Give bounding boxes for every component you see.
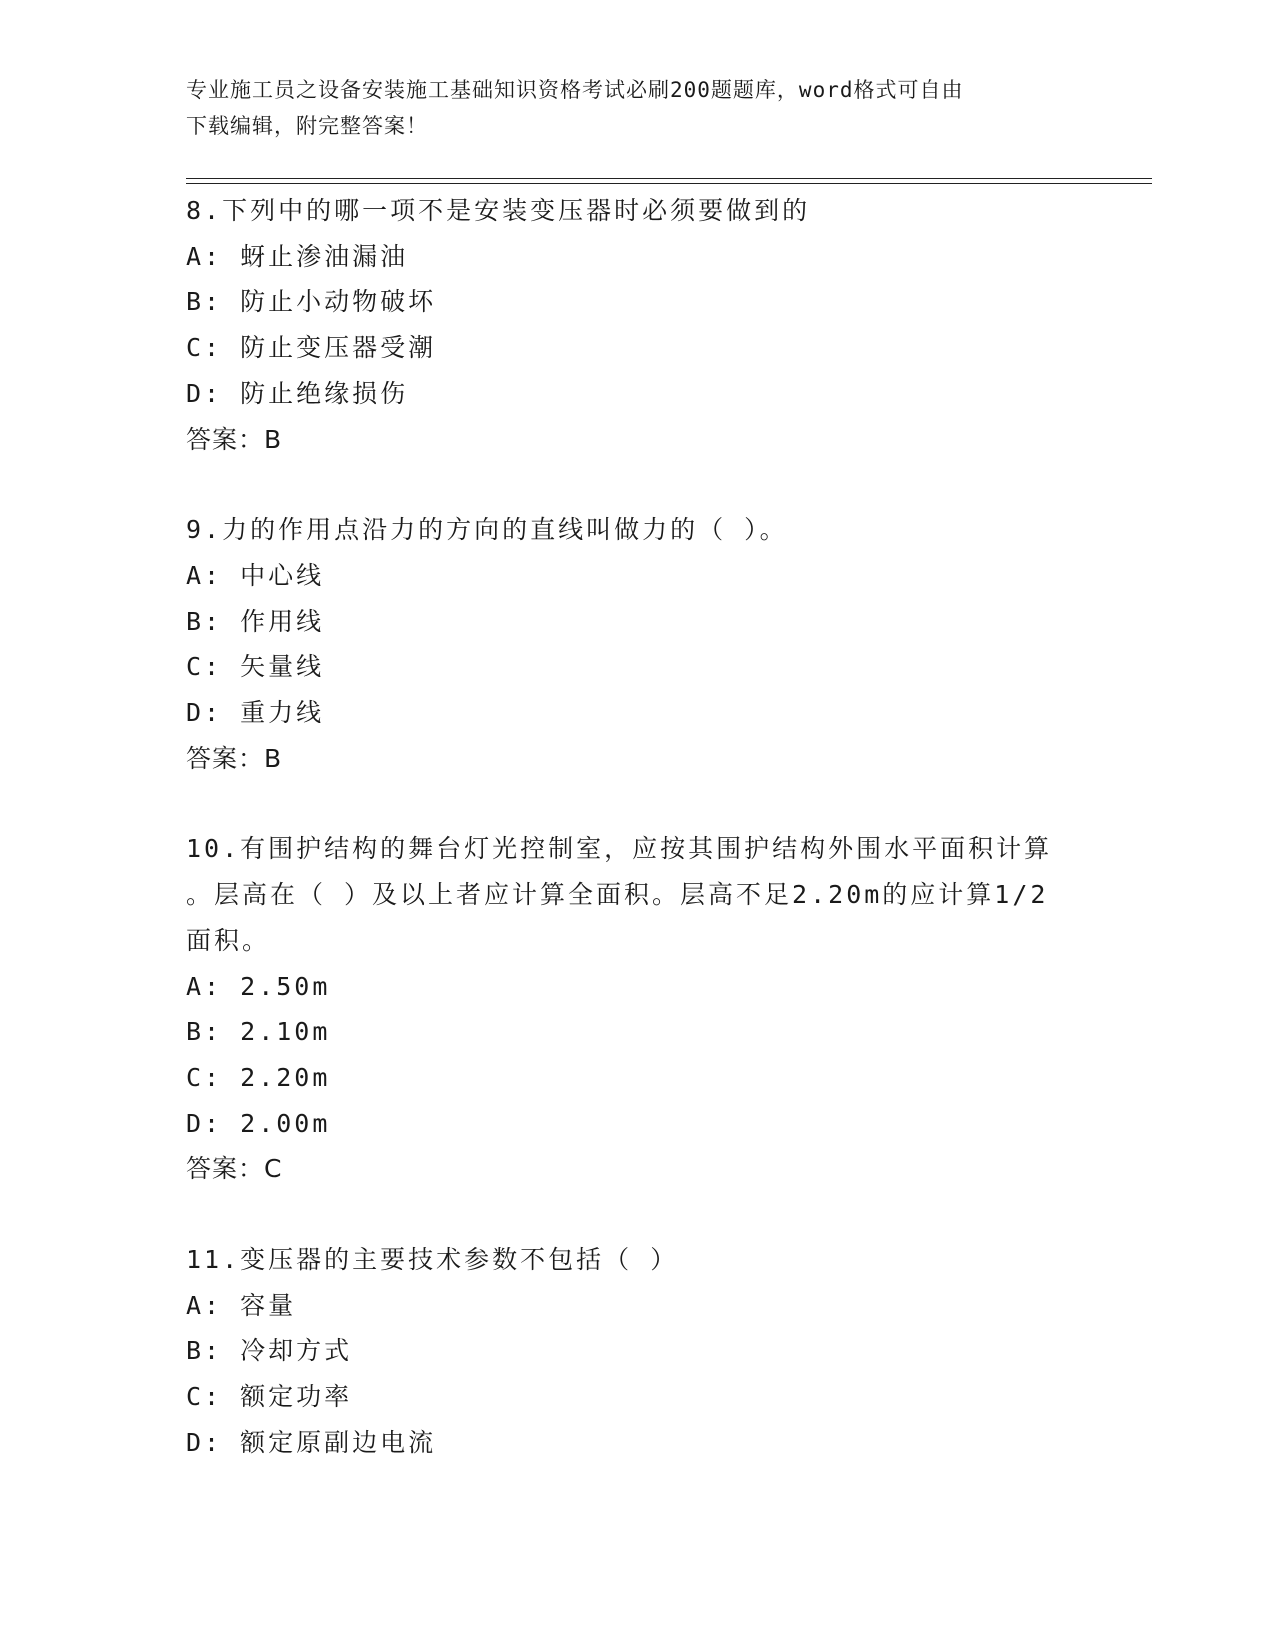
- answer-line: 答案：B: [186, 424, 283, 454]
- answer-line: 答案：C: [186, 1154, 283, 1184]
- question-10: [186, 826, 1086, 1192]
- question-stem: 8.下列中的哪一项不是安装变压器时必须要做到的: [186, 196, 811, 225]
- option-d: D: 防止绝缘损伤: [186, 378, 409, 408]
- option-b: B: 防止小动物破坏: [186, 287, 437, 317]
- question-list: [186, 188, 1086, 1511]
- document-header: [186, 72, 1086, 144]
- option-d: D: 2.00m: [186, 1108, 331, 1138]
- option-c: C: 矢量线: [186, 652, 325, 682]
- option-a: A: 容量: [186, 1290, 297, 1320]
- question-11: [186, 1237, 1086, 1466]
- question-stem: 9.力的作用点沿力的方向的直线叫做力的（ ）。: [186, 515, 788, 545]
- question-stem-line-3: 面积。: [186, 925, 271, 955]
- header-line-2: 下载编辑，附完整答案！: [186, 114, 428, 138]
- answer-line: 答案：B: [186, 743, 283, 773]
- header-line-1: 专业施工员之设备安装施工基础知识资格考试必刷200题题库，word格式可自由: [186, 78, 964, 102]
- option-d: D: 额定原副边电流: [186, 1427, 437, 1457]
- option-d: D: 重力线: [186, 698, 325, 728]
- option-c: C: 防止变压器受潮: [186, 333, 437, 363]
- option-c: C: 2.20m: [186, 1062, 331, 1092]
- question-stem-line-2: 。层高在（ ）及以上者应计算全面积。层高不足2.20m的应计算1/2: [186, 880, 1049, 910]
- option-a: A: 蚜止渗油漏油: [186, 241, 409, 271]
- question-9: [186, 507, 1086, 781]
- option-b: B: 2.10m: [186, 1017, 331, 1047]
- question-stem-line-1: 10.有围护结构的舞台灯光控制室，应按其围护结构外围水平面积计算: [186, 834, 1053, 864]
- header-divider-thick: [186, 183, 1152, 184]
- option-b: B: 作用线: [186, 606, 325, 636]
- option-b: B: 冷却方式: [186, 1336, 353, 1366]
- question-8: [186, 188, 1086, 462]
- option-a: A: 2.50m: [186, 971, 331, 1001]
- question-stem: 11.变压器的主要技术参数不包括（ ）: [186, 1245, 679, 1275]
- header-divider-thin: [186, 178, 1152, 179]
- option-a: A: 中心线: [186, 560, 325, 590]
- option-c: C: 额定功率: [186, 1382, 353, 1412]
